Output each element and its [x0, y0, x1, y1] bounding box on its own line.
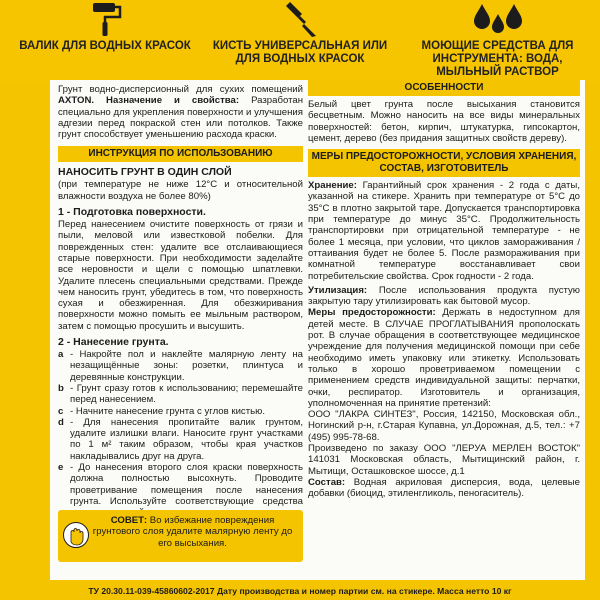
- right-column: [308, 80, 580, 500]
- list-item: [58, 349, 303, 383]
- instructions-header: ИНСТРУКЦИЯ ПО ИСПОЛЬЗОВАНИЮ: [58, 146, 303, 162]
- precaution-label: Меры предосторожности:: [308, 307, 436, 319]
- tools-strip: [0, 0, 600, 84]
- advice-label: СОВЕТ:: [110, 515, 148, 526]
- list-item: [58, 417, 303, 462]
- composition-body: Водная акриловая дисперсия, вода, целевые добавки (биоцид, этиленгликоль, пеногаситель).: [308, 476, 580, 500]
- intro-post: Разработан специально для укрепления поверхности и улучшения адгезии перед покраской стен или потолков. Также грунт способствует уменьшению расхода краски.: [58, 95, 303, 141]
- storage-label: Хранение:: [308, 180, 357, 192]
- made-for-text: Произведено по заказу ООО "ЛЕРУА МЕРЛЕН ВОСТОК" 141031 Московская область, Мытищинский район, г. Мытищи, Осташковское шоссе, д.1: [308, 443, 580, 477]
- list-item-text: - Грунт сразу готов к использованию; перемешайте перед нанесением.: [70, 382, 303, 406]
- step2-list: [58, 349, 303, 518]
- composition-text: [308, 477, 580, 500]
- tool-roller: [10, 0, 200, 84]
- advice-body: Во избежание повреждения грунтового слоя удалите малярную ленту до его высыхания.: [92, 515, 293, 549]
- features-header: ОСОБЕННОСТИ: [308, 80, 580, 96]
- step1-text: Перед нанесением очистите поверхность от грязи и пыли, меловой или известковой побелки. Для поврежденных стен: удалите все отслаивающиеся старые поверхности. При необходимости заделайте все неровности и щели с помощью шпатлевки. Удалите плесень специальными средствами. Прежде чем наносить грунт, убедитесь в том, что поверхность сухая и обезжиренная. Для обезжиривания поверхности можно помыть ее мыльным раствором, затем с помощью просушить и высушить.: [58, 219, 303, 332]
- tool-roller-label: ВАЛИК ДЛЯ ВОДНЫХ КРАСОК: [19, 40, 191, 52]
- apply-conditions: (при температуре не ниже 12°С и относительной влажности воздуха не более 80%): [58, 179, 303, 202]
- apply-title: НАНОСИТЬ ГРУНТ В ОДИН СЛОЙ: [58, 166, 232, 179]
- paint-brush-icon: [280, 0, 320, 38]
- precaution-body: Держать в недоступном для детей месте. В СЛУЧАЕ ПРОГЛАТЫВАНИЯ прополоскать рот. В случае обращения в соответствующее медицинское учреждение для получения медицинской помощи при себе необходимо иметь упаковку или этикетку. Использовать только в хорошо проветриваемом помещении с применением средств индивидуальной защиты: перчатки, очки, респиратор. Изготовитель и организация, уполномоченная на принятие претензий:: [308, 307, 580, 409]
- list-item-key: a: [58, 349, 64, 361]
- list-item-text: - Накройте пол и наклейте малярную ленту на незащищённые зоны: розетки, плинтуса и деревянные конструкции.: [70, 349, 303, 383]
- precaution-text: [308, 307, 580, 409]
- list-item: [58, 383, 303, 406]
- list-item-text: - Начните нанесение грунта с углов кистью.: [70, 405, 265, 417]
- safety-header: МЕРЫ ПРЕДОСТОРОЖНОСТИ, УСЛОВИЯ ХРАНЕНИЯ, СОСТАВ, ИЗГОТОВИТЕЛЬ: [308, 149, 580, 177]
- intro-text: [58, 84, 303, 140]
- intro-pre: Грунт водно-дисперсионный для сухих помещений: [58, 84, 303, 95]
- list-item-key: c: [58, 405, 64, 417]
- step1-title: 1 - Подготовка поверхности.: [58, 206, 206, 219]
- composition-label: Состав:: [308, 476, 346, 488]
- tool-brush: [205, 0, 395, 84]
- footer-spec: ТУ 20.30.11-039-45860602-2017 Дату производства и номер партии см. на стикере. Масса нетто 10 кг: [0, 582, 600, 600]
- disposal-label: Утилизация:: [308, 284, 368, 296]
- list-item: [58, 406, 303, 417]
- storage-body: Гарантийный срок хранения - 2 года с даты, указанной на стикере. Хранить при температуре от 5°С до 35°С в плотно закрытой таре. Допускается транспортировка при температуре до минус 35°С. Продолжительность транспортировки при отрицательной температуре - не более 1 месяца, при условии, что циклов замораживания / оттаивания будет не более 5. После размораживания при комнатной температуре восстанавливает свои потребительские свойства. Срок годности - 2 года.: [308, 180, 580, 282]
- list-item-key: e: [58, 462, 64, 474]
- tool-cleaning: [400, 0, 595, 84]
- intro-brand: AXTON. Назначение и свойства:: [58, 95, 240, 107]
- paint-roller-icon: [85, 0, 125, 38]
- water-drops-icon: [468, 0, 528, 38]
- list-item-text: - Для нанесения пропитайте валик грунтом, удалите излишки влаги. Наносите грунт участками по 1 м² таким образом, чтобы края участков накладывались друг на друга.: [70, 416, 303, 462]
- tool-brush-label: КИСТЬ УНИВЕРСАЛЬНАЯ ИЛИ ДЛЯ ВОДНЫХ КРАСОК: [212, 40, 388, 65]
- left-column: [58, 84, 303, 519]
- list-item-key: d: [58, 416, 64, 428]
- advice-text: [90, 515, 295, 549]
- tool-cleaning-label: МОЮЩИЕ СРЕДСТВА ДЛЯ ИНСТРУМЕНТА: ВОДА, МЫЛЬНЫЙ РАСТВОР: [421, 40, 574, 78]
- disposal-body: После использования продукта пустую закрытую тару утилизировать как бытовой мусор.: [308, 284, 580, 308]
- step2-title: 2 - Нанесение грунта.: [58, 336, 169, 349]
- disposal-text: [308, 285, 580, 308]
- storage-text: [308, 180, 580, 282]
- hand-icon: [63, 520, 89, 550]
- list-item-key: b: [58, 382, 64, 394]
- manufacturer-text: ООО "ЛАКРА СИНТЕЗ", Россия, 142150, Московская обл., Ногинский р-н, г.Старая Купавна, ул.Дорожная, д.5, тел.: +7 (495) 995-78-68.: [308, 409, 580, 443]
- advice-box: [58, 510, 303, 562]
- list-item-text: - До нанесения второго слоя краски поверхность должна полностью высохнуть. Проводите проветривание помещения после нанесения грунта. Используйте соответствующие средства: [70, 462, 303, 507]
- features-text: Белый цвет грунта после высыхания становится бесцветным. Можно наносить на все виды минеральных поверхностей: бетон, кирпич, штукатурка, гипсокартон, цемент, дерево (без придания защитных свойств дереву).: [308, 99, 580, 144]
- info-panel: [50, 80, 585, 580]
